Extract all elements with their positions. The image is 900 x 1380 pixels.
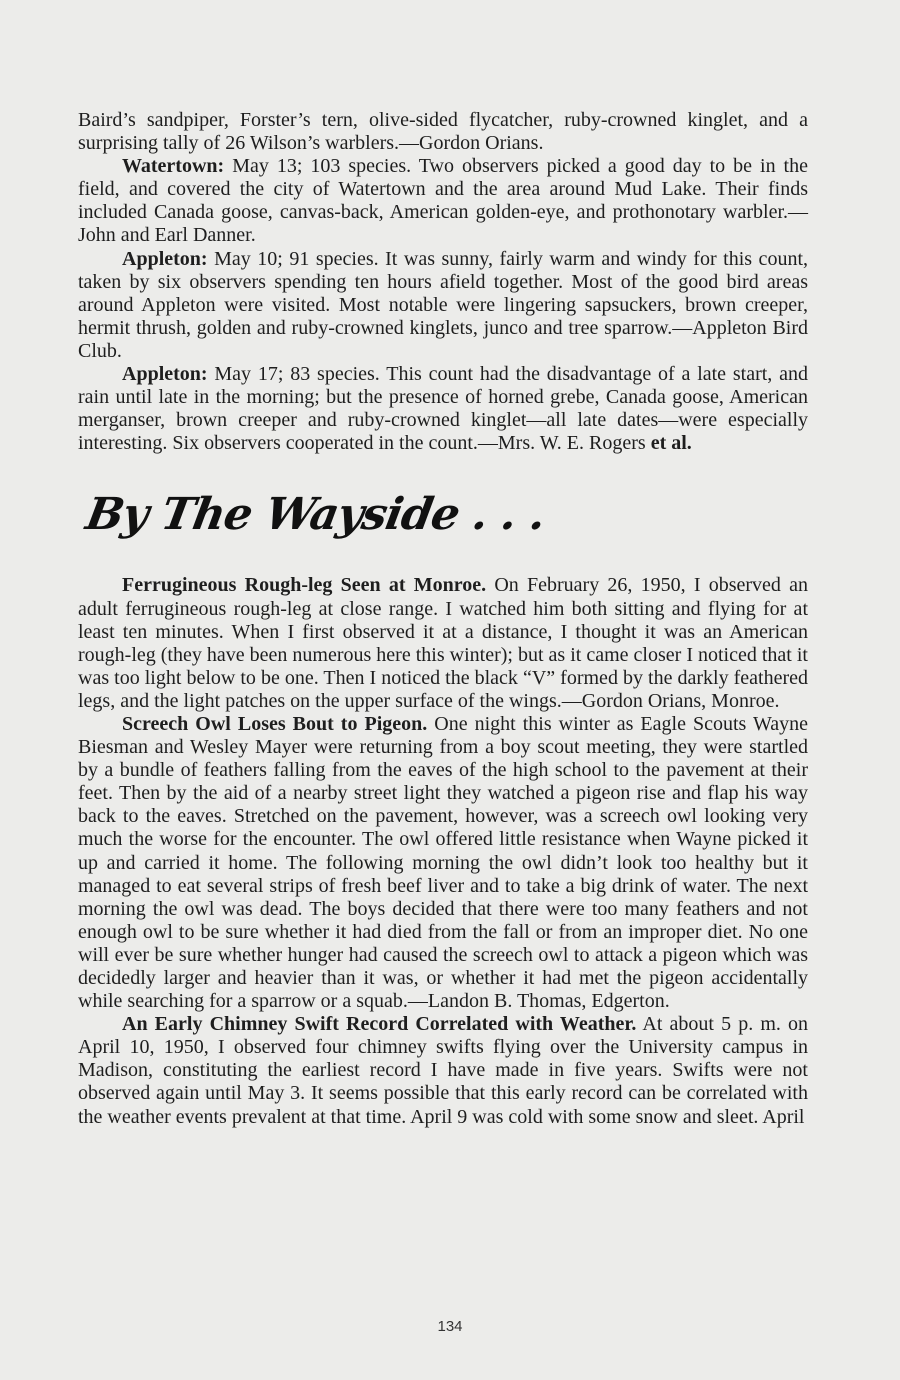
- note-title: Ferrugineous Rough-leg Seen at Monroe.: [122, 574, 487, 597]
- report-tail: et al.: [650, 432, 692, 455]
- section-heading: By The Wayside . . .: [82, 489, 550, 541]
- note-text: On February 26, 1950, I observed an adult ferrugineous rough-leg at close range. I watched him both sitting and flying for at least ten minutes. When I first observed it at a distance, I thought it was an American rough-leg (they have been numerous here this winter); but as it came closer I noticed that it was too light below to be one. Then I noticed the black “V” formed by the darkly feathered legs, and the light patches on the upper surface of the wings.—Gordon Orians, Monroe.: [78, 574, 808, 712]
- report-place: Appleton:: [122, 247, 208, 270]
- page-body: [78, 109, 808, 1129]
- count-report-appleton-2: [78, 363, 808, 455]
- note-chimney-swift: [78, 1013, 808, 1128]
- note-text: At about 5 p. m. on April 10, 1950, I observed four chimney swifts flying over the University campus in Madison, constituting the earliest record I have made in five years. Swifts were not observed again until May 3. It seems possible that this early record can be correlated with the weather events prevalent at that time. April 9 was cold with some snow and sleet. April: [78, 1013, 808, 1128]
- report-place: Watertown:: [122, 155, 225, 178]
- note-screech-owl: [78, 713, 808, 1013]
- note-title: An Early Chimney Swift Record Correlated with Weather.: [122, 1013, 637, 1036]
- report-place: Appleton:: [122, 363, 208, 386]
- page-number: 134: [437, 1318, 463, 1335]
- continuation-text: Baird’s sandpiper, Forster’s tern, olive-sided flycatcher, ruby-crowned kinglet, and a surprising tally of 26 Wilson’s warblers.—Gordon Orians.: [78, 109, 808, 155]
- note-rough-leg: [78, 574, 808, 713]
- count-report-watertown: [78, 155, 808, 247]
- report-text: May 10; 91 species. It was sunny, fairly warm and windy for this count, taken by six observers spending ten hours afield together. Most of the good bird areas around Appleton were visited. Most notable were lingering sapsuckers, brown creeper, hermit thrush, golden and ruby-crowned kinglets, junco and tree sparrow.—Appleton Bird Club.: [78, 247, 808, 362]
- continuation-paragraph: [78, 109, 808, 155]
- count-report-appleton-1: [78, 248, 808, 363]
- report-text: May 17; 83 species. This count had the disadvantage of a late start, and rain until late in the morning; but the presence of horned grebe, Canada goose, American merganser, brown creeper and ruby-crowned kinglet—all late dates—were especially interesting. Six observers cooperated in the count.—Mrs. W. E. Rogers: [78, 363, 808, 455]
- note-text: One night this winter as Eagle Scouts Wayne Biesman and Wesley Mayer were returning from a boy scout meeting, they were startled by a bundle of feathers falling from the eaves of the high school to the pavement at their feet. Then by the aid of a nearby street light they watched a pigeon rise and flap his way back to the eaves. Stretched on the pavement, however, was a screech owl looking very much the worse for the encounter. The owl offered little resistance when Wayne picked it up and carried it home. The following morning the owl didn’t look too healthy but it managed to eat several strips of fresh beef liver and to take a big drink of water. The next morning the owl was dead. The boys decided that there were too many feathers and not enough owl to be sure whether it had died from the fall or from an improper diet. No one will ever be sure whether hunger had caused the screech owl to attack a pigeon which was decidedly larger and heavier than it was, or whether it had met the pigeon accidentally while searching for a sparrow or a squab.—Landon B. Thomas, Edgerton.: [78, 712, 808, 1013]
- report-text: May 13; 103 species. Two observers picked a good day to be in the field, and covered the city of Watertown and the area around Mud Lake. Their finds included Canada goose, canvas-back, American golden-eye, and prothonotary warbler.—John and Earl Danner.: [78, 155, 808, 247]
- note-title: Screech Owl Loses Bout to Pigeon.: [122, 712, 428, 735]
